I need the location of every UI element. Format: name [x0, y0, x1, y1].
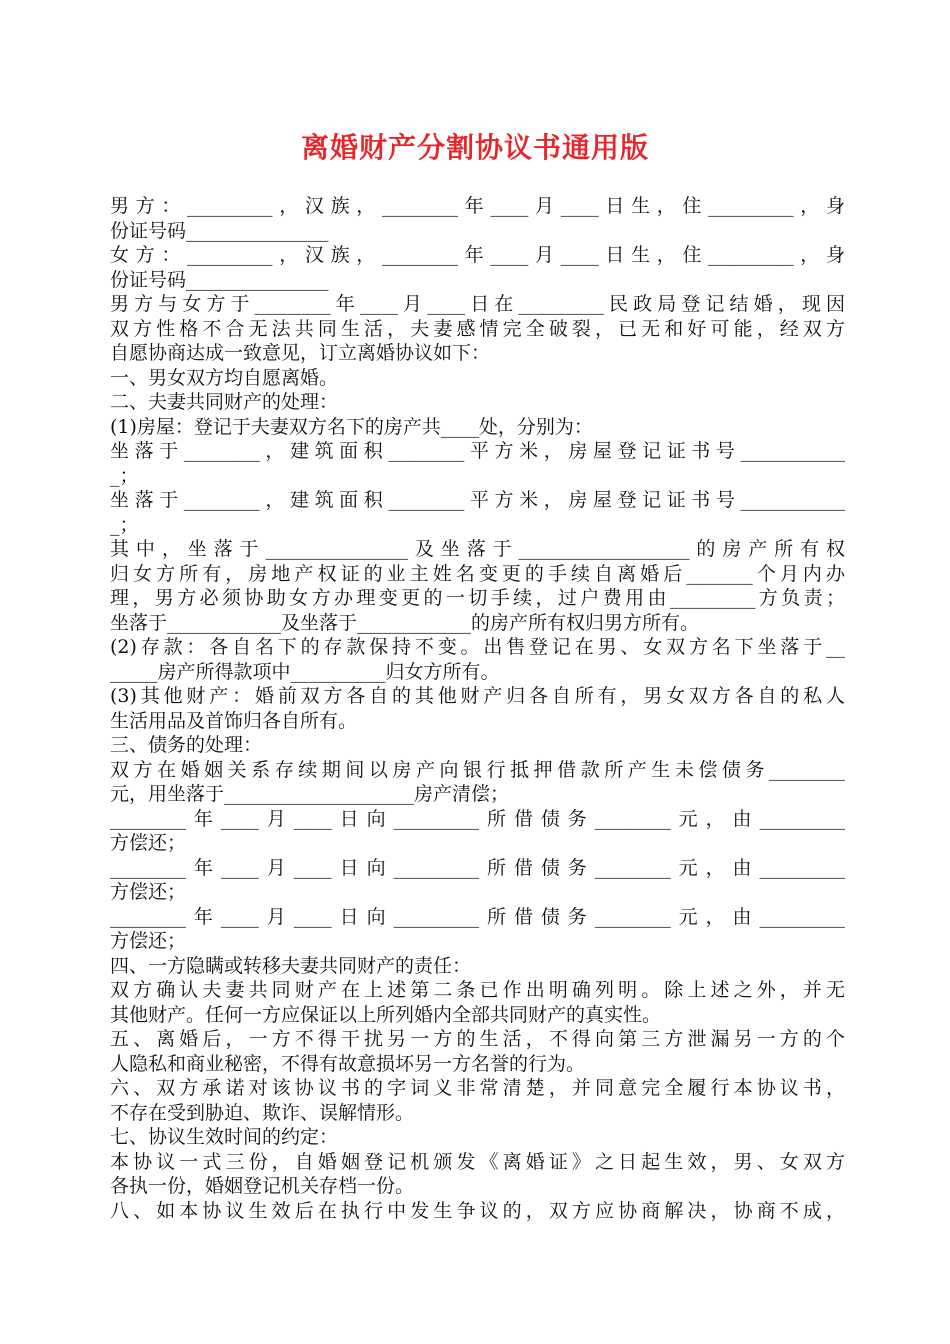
text-line: 不存在受到胁迫、欺诈、误解情形。: [110, 1101, 415, 1124]
text-line: 本协议一式三份，自婚姻登记机颁发《离婚证》之日起生效，男、女双方: [110, 1150, 845, 1173]
text-line: (1)房屋：登记于夫妻双方名下的房产共____处，分别为：: [110, 415, 593, 438]
text-line: 其中，坐落于_______________及坐落于__________________的房产所有权: [110, 538, 845, 560]
text-line: 方偿还；: [110, 881, 187, 903]
text-line: _；: [110, 464, 139, 487]
text-line: 七、协议生效时间的约定：: [110, 1126, 339, 1148]
text-line: 份证号码_______________: [110, 219, 329, 242]
text-line: 方偿还；: [110, 930, 187, 952]
text-line: _____房产所得款项中__________归女方所有。: [110, 660, 500, 683]
text-line: 元，用坐落于____________________房产清偿；: [110, 783, 510, 805]
text-line: 生活用品及首饰归各自所有。: [110, 709, 358, 732]
text-line: 六、双方承诺对该协议书的字词义非常清楚，并同意完全履行本协议书，: [110, 1077, 845, 1099]
text-line: 各执一份，婚姻登记机关存档一份。: [110, 1175, 415, 1197]
text-line: 坐落于________，建筑面积________平方米，房屋登记证书号___________: [110, 489, 845, 511]
text-line: 女方：_________，汉族，________年____月____日生，住_________，身: [110, 244, 845, 266]
text-line: 坐落于____________及坐落于____________的房产所有权归男方所有。: [110, 611, 700, 634]
text-line: ________年____月____日向_________所借债务________元，由_________: [110, 905, 845, 928]
text-line: 双方性格不合无法共同生活，夫妻感情完全破裂，已无和好可能，经双方: [110, 317, 845, 340]
document-title: 离婚财产分割协议书通用版: [300, 131, 649, 164]
text-line: (2)存款：各自名下的存款保持不变。出售登记在男、女双方名下坐落于__: [110, 636, 845, 658]
text-line: 八、如本协议生效后在执行中发生争议的，双方应协商解决，协商不成，: [110, 1199, 845, 1222]
text-line: 双方确认夫妻共同财产在上述第二条已作出明确列明。除上述之外，并无: [110, 979, 845, 1001]
text-line: ________年____月____日向_________所借债务________元，由_________: [110, 856, 845, 879]
text-line: 方偿还；: [110, 832, 187, 854]
text-line: 人隐私和商业秘密，不得有故意损坏另一方名誉的行为。: [110, 1052, 586, 1075]
text-line: 归女方所有，房地产权证的业主姓名变更的手续自离婚后_______个月内办: [110, 562, 845, 585]
text-line: 坐落于________，建筑面积________平方米，房屋登记证书号___________: [110, 440, 845, 462]
text-line: 其他财产。任何一方应保证以上所列婚内全部共同财产的真实性。: [110, 1003, 662, 1026]
text-line: 三、债务的处理：: [110, 734, 263, 756]
text-line: 自愿协商达成一致意见，订立离婚协议如下：: [110, 342, 491, 364]
document-body: [110, 194, 845, 1223]
text-line: (3)其他财产：婚前双方各自的其他财产归各自所有，男女双方各自的私人: [110, 685, 845, 707]
text-line: 五、离婚后，一方不得干扰另一方的生活，不得向第三方泄漏另一方的个: [110, 1028, 845, 1050]
text-line: ________年____月____日向_________所借债务________元，由_________: [110, 807, 845, 830]
text-line: 男方与女方于________年____月____日在_________民政局登记结婚，现因: [110, 293, 845, 315]
text-line: 一、男女双方均自愿离婚。: [110, 366, 339, 389]
text-line: 男方：_________，汉族，________年____月____日生，住_________，身: [110, 195, 845, 217]
text-line: 双方在婚姻关系存续期间以房产向银行抵押借款所产生未偿债务________: [110, 758, 845, 781]
text-line: 份证号码_______________: [110, 268, 329, 291]
text-line: _；: [110, 513, 139, 536]
text-line: 四、一方隐瞒或转移夫妻共同财产的责任：: [110, 954, 472, 977]
text-line: 二、夫妻共同财产的处理：: [110, 391, 339, 413]
text-line: 理，男方必须协助女方办理变更的一切手续，过户费用由_________方负责；: [110, 587, 845, 609]
